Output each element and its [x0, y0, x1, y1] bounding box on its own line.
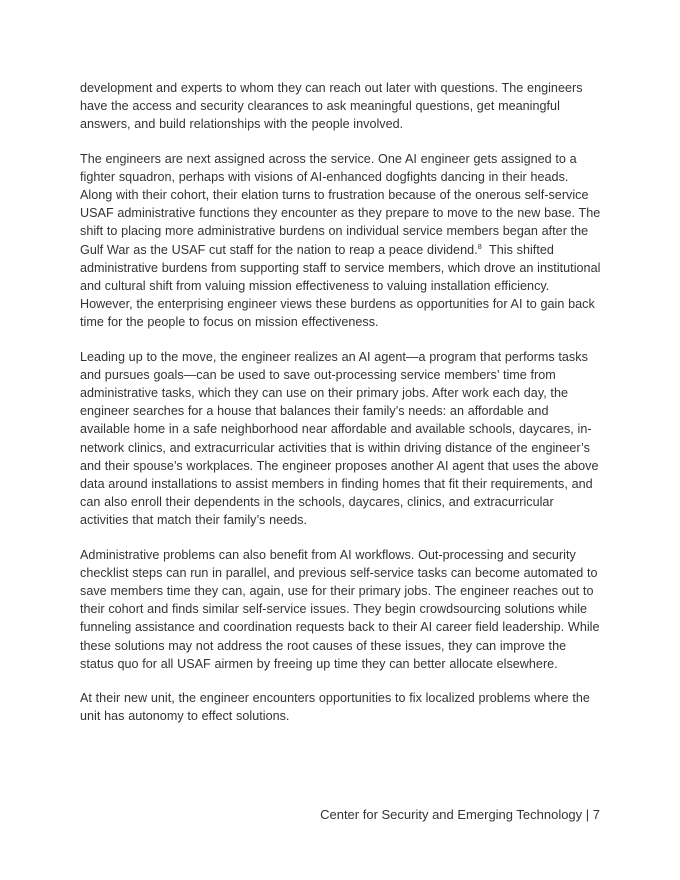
- paragraph: At their new unit, the engineer encounters opportunities to fix localized problems where the unit has autonomy to effect solutions.: [80, 691, 590, 724]
- footnote-reference[interactable]: 8: [477, 241, 482, 251]
- paragraph-text: The engineers are next assigned across the service. One AI engineer gets assigned to a fighter squadron, perhaps with visions of AI-enhanced dogfights dancing in their heads. Along with their cohort, their elation turns to frustration because of the onerous self-service USAF administrative functions they encounter as they prepare to move to the new base. The shift to placing more administrative burdens on individual service members began after the Gulf War as the USAF cut staff for the nation to reap a peace dividend.: [80, 151, 601, 257]
- paragraph: Administrative problems can also benefit from AI workflows. Out-processing and security checklist steps can run in parallel, and previous self-service tasks can become automated to save members time they can, again, use for their primary jobs. The engineer reaches out to their cohort and finds similar self-service issues. They begin crowdsourcing solutions while funneling assistance and coordination requests back to their AI career field leadership. While these solutions may not address the root causes of these issues, they can improve the status quo for all USAF airmen by freeing up time they can better allocate elsewhere.: [80, 547, 600, 671]
- page-footer: Center for Security and Emerging Technology | 7: [320, 807, 600, 822]
- paragraph-text: This shifted administrative burdens from supporting staff to service members, which drove an institutional and cultural shift from valuing mission effectiveness to valuing installation efficiency. However, the enterprising engineer views these burdens as opportunities for AI to gain back time for the people to focus on mission effectiveness.: [80, 242, 605, 330]
- paragraph: Leading up to the move, the engineer realizes an AI agent—a program that performs tasks and pursues goals—can be used to save out-processing service members’ time from administrative tasks, which they can use on their primary jobs. After work each day, the engineer searches for a house that balances their family’s needs: an affordable and available home in a safe neighborhood near affordable and available schools, daycares, in-network clinics, and extracurricular activities that is within driving distance of the engineer’s and their spouse’s workplaces. The engineer proposes another AI agent that uses the above data around installations to assist members in finding homes that fit their requirements, and can also enroll their dependents in the schools, daycares, clinics, and extracurricular activities that match their family’s needs.: [80, 349, 599, 528]
- document-body: [80, 79, 605, 742]
- paragraph: development and experts to whom they can reach out later with questions. The engineers have the access and security clearances to ask meaningful questions, get meaningful answers, and build relationships with the people involved.: [80, 81, 583, 132]
- paragraph: [80, 150, 605, 332]
